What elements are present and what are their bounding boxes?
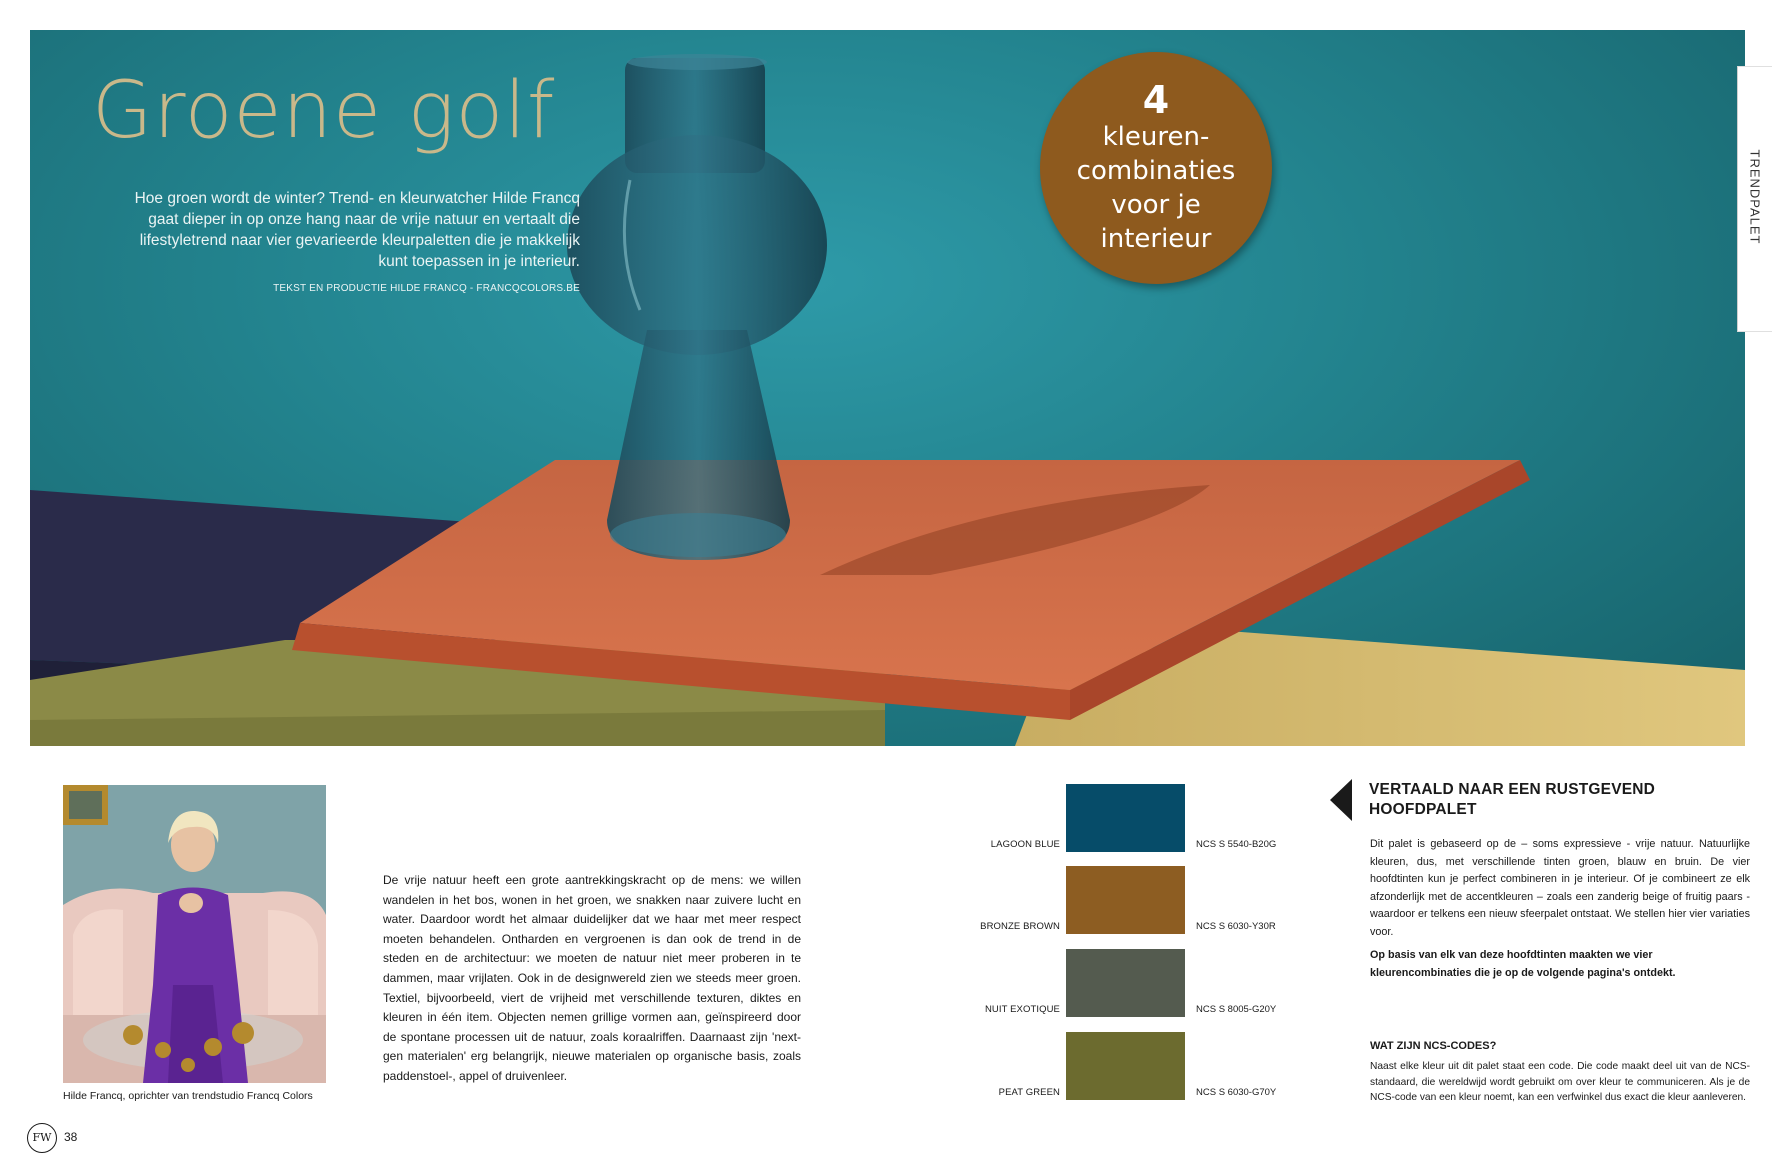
badge-line: interieur	[1100, 224, 1212, 254]
swatch-color	[1066, 866, 1185, 934]
section-tab	[1737, 66, 1772, 332]
swatch-color	[1066, 1032, 1185, 1100]
swatch-color	[1066, 949, 1185, 1017]
hero-photo	[30, 30, 1745, 746]
ncs-subheading: WAT ZIJN NCS-CODES?	[1370, 1040, 1497, 1052]
swatch-name: PEAT GREEN	[998, 1087, 1060, 1098]
badge-line: combinaties	[1076, 156, 1236, 186]
badge-number: 4	[1142, 78, 1170, 122]
section-heading: VERTAALD NAAR EEN RUSTGEVEND HOOFDPALET	[1369, 781, 1656, 818]
swatch-name: BRONZE BROWN	[980, 921, 1060, 932]
swatch-name: LAGOON BLUE	[990, 839, 1060, 850]
portrait-illustration	[63, 785, 326, 1083]
swatch-code: NCS S 6030-G70Y	[1196, 1087, 1277, 1098]
swatch-color	[1066, 784, 1185, 852]
badge-line: voor je	[1111, 190, 1201, 220]
swatch-code: NCS S 8005-G20Y	[1196, 1004, 1277, 1015]
swatch-nuit-exotique	[960, 949, 1280, 1019]
section-tab-label: TRENDPALET	[1747, 149, 1763, 245]
badge-line: kleuren-	[1102, 122, 1210, 152]
intro-text: Hoe groen wordt de winter? Trend- en kleurwatcher Hilde Francq gaat dieper in op onze hang naar de vrije natuur en vertaalt die lifestyletrend naar vier gevarieerde kleurpaletten die je makkelijk kunt toepassen in je interieur.	[134, 190, 580, 270]
arrow-left-icon	[1330, 779, 1352, 821]
body-paragraph: De vrije natuur heeft een grote aantrekkingskracht op de mens: we willen wandelen in het bos, wonen in het groen, we snakken naar zuivere lucht en water. Daardoor wordt het almaar duidelijker dat we haar met meer respect moeten behandelen. Ontharden en vergroenen is dan ook de trend in de steden en de architectuur: we moeten de natuur niet meer proberen in te dammen, maar vrijlaten. Ook in de designwereld zien we steeds meer groen. Textiel, bijvoorbeeld, viert de vrijheid met verschillende texturen, diktes en kleuren in één item. Objecten nemen grillige vormen aan, geïnspireerd door de spontane processen uit de natuur, zoals koraalriffen. Daarnaast zijn 'next-gen materialen' erg belangrijk, nieuwe materialen op organische basis, zoals paddenstoel-, appel of druivenleer.	[383, 873, 801, 1083]
swatch-peat-green	[960, 1032, 1280, 1102]
magazine-logo: FW	[27, 1123, 57, 1153]
palette-note: Op basis van elk van deze hoofdtinten maakten we vier kleurencombinaties die je op de volgende pagina's ontdekt.	[1370, 949, 1676, 979]
page-number: 38	[64, 1130, 78, 1144]
ncs-explanation: Naast elke kleur uit dit palet staat een code. Die code maakt deel uit van de NCS-standaard, die wereldwijd wordt gebruikt om over kleur te communiceren. Als je de NCS-code van een kleur noemt, kan een verfwinkel dus exact die kleur aanleveren.	[1370, 1061, 1750, 1103]
palette-description: Dit palet is gebaseerd op de – soms expressieve - vrije natuur. Natuurlijke kleuren, dus, met verschillende tinten groen, blauw en bruin. De vier hoofdtinten kun je perfect combineren in je interieur. Of je combineert ze elk afzonderlijk met de accentkleuren – zoals een zanderig beige of fruitig paars - waardoor er telkens een nieuw sfeerpalet ontstaat. We stellen hier vier variaties voor.	[1370, 838, 1750, 938]
portrait-caption: Hilde Francq, oprichter van trendstudio Francq Colors	[63, 1090, 313, 1102]
portrait-photo	[63, 785, 326, 1083]
swatch-code: NCS S 5540-B20G	[1196, 839, 1277, 850]
swatch-bronze-brown	[960, 866, 1280, 936]
credit-line: TEKST EN PRODUCTIE HILDE FRANCQ - FRANCQCOLORS.BE	[273, 283, 580, 294]
swatch-lagoon-blue	[960, 784, 1280, 854]
swatch-code: NCS S 6030-Y30R	[1196, 921, 1276, 932]
swatch-name: NUIT EXOTIQUE	[984, 1004, 1060, 1015]
combinations-badge	[1040, 52, 1272, 284]
page-title: Groene golf	[92, 66, 556, 156]
